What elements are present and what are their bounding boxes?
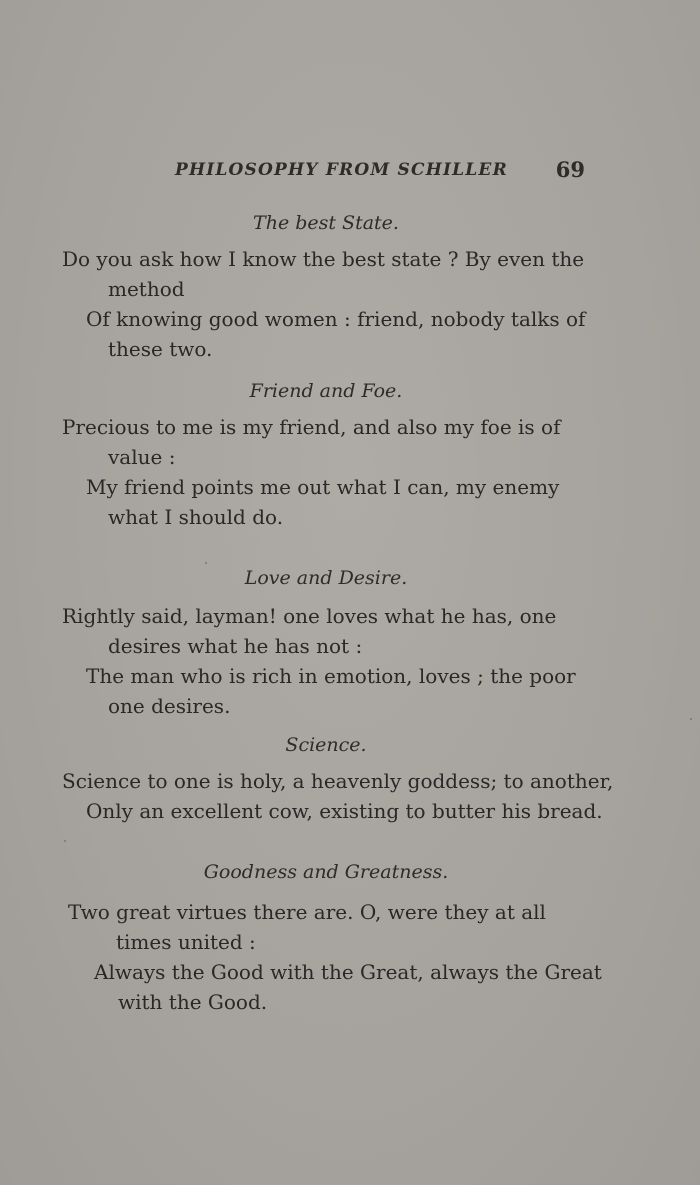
epigram-heading: Friend and Foe. bbox=[249, 380, 403, 402]
epigram-heading: Love and Desire. bbox=[244, 567, 408, 589]
paper-speck bbox=[690, 718, 692, 720]
verse-line: Do you ask how I know the best state ? By even the bbox=[62, 247, 585, 271]
running-head bbox=[175, 157, 585, 186]
epigram-science bbox=[62, 730, 614, 826]
epigram-friend-foe bbox=[62, 376, 582, 532]
verse-line: times united : bbox=[116, 930, 256, 954]
verse-line: method bbox=[108, 277, 185, 301]
verse-line: these two. bbox=[108, 337, 213, 361]
verse-line: My friend points me out what I can, my enemy bbox=[86, 475, 560, 499]
verse-line: Rightly said, layman! one loves what he has, one bbox=[62, 604, 557, 628]
verse-line: The man who is rich in emotion, loves ; the poor bbox=[86, 664, 576, 688]
verse-line: desires what he has not : bbox=[108, 634, 363, 658]
running-title: PHILOSOPHY FROM SCHILLER bbox=[175, 160, 508, 180]
verse-line: Always the Good with the Great, always the Great bbox=[94, 960, 602, 984]
verse-line: Only an excellent cow, existing to butter his bread. bbox=[86, 799, 603, 823]
paper-speck bbox=[64, 840, 66, 842]
epigram-heading: Goodness and Greatness. bbox=[203, 861, 449, 883]
verse-line: value : bbox=[108, 445, 176, 469]
verse-line: one desires. bbox=[108, 694, 231, 718]
page-number: 69 bbox=[555, 157, 585, 182]
epigram-best-state bbox=[62, 208, 586, 364]
verse-line: Of knowing good women : friend, nobody talks of bbox=[86, 307, 586, 331]
paper-speck bbox=[205, 562, 207, 564]
epigram-love-desire bbox=[62, 563, 582, 721]
verse-line: Precious to me is my friend, and also my foe is of bbox=[62, 415, 561, 439]
epigram-heading: Science. bbox=[285, 734, 367, 756]
verse-line: Two great virtues there are. O, were they at all bbox=[68, 900, 546, 924]
verse-line: Science to one is holy, a heavenly goddess; to another, bbox=[62, 769, 614, 793]
epigram-goodness-greatness bbox=[62, 857, 602, 1017]
verse-line: with the Good. bbox=[118, 990, 268, 1014]
epigram-heading: The best State. bbox=[253, 212, 399, 234]
verse-line: what I should do. bbox=[108, 505, 284, 529]
